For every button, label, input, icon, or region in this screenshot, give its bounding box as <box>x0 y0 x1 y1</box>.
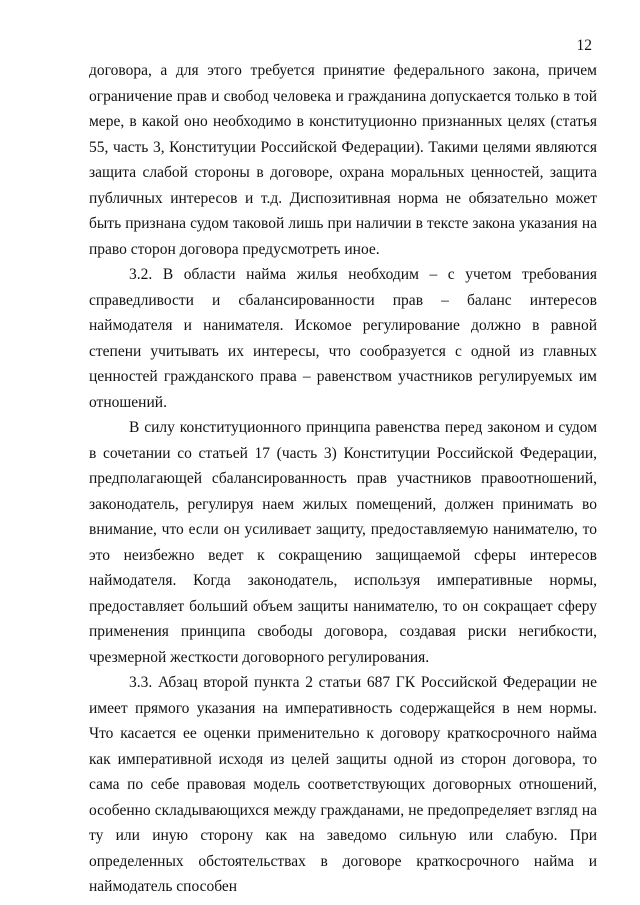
paragraph-2: 3.2. В области найма жилья необходим – с учетом требования справедливости и сбалансированности прав – баланс интересов наймодателя и нанимателя. Искомое регулирование должно в равной степени учитывать их интересы, что сообразуется с одной из главных ценностей гражданского права – равенством участников регулируемых им отношений. <box>89 266 597 411</box>
paragraph-4: 3.3. Абзац второй пункта 2 статьи 687 ГК Российской Федерации не имеет прямого указания на императивность содержащейся в нем нормы. Что касается ее оценки применительно к договору краткосрочного найма как императивной исходя из целей защиты одной из сторон договора, то сама по себе правовая модель соответствующих договорных отношений, особенно складывающихся между гражданами, не предопределяет взгляд на ту или иную сторону как на заведомо сильную или слабую. При определенных обстоятельствах в договоре краткосрочного найма и наймодатель способен <box>89 674 597 895</box>
document-body <box>89 58 597 900</box>
page-number: 12 <box>576 37 592 54</box>
paragraph-1: договора, а для этого требуется принятие федерального закона, причем ограничение прав и свобод человека и гражданина допускается только в той мере, в какой оно необходимо в конституционно признанных целях (статья 55, часть 3, Конституции Российской Федерации). Такими целями являются защита слабой стороны в договоре, охрана моральных ценностей, защита публичных интересов и т.д. Диспозитивная норма не обязательно может быть признана судом таковой лишь при наличии в тексте закона указания на право сторон договора предусмотреть иное. <box>89 62 597 258</box>
paragraph-3: В силу конституционного принципа равенства перед законом и судом в сочетании со статьей 17 (часть 3) Конституции Российской Федерации, предполагающей сбалансированность прав участников правоотношений, законодатель, регулируя наем жилых помещений, должен принимать во внимание, что если он усиливает защиту, предоставляемую нанимателю, то это неизбежно ведет к сокращению защищаемой сферы интересов наймодателя. Когда законодатель, используя императивные нормы, предоставляет больший объем защиты нанимателю, то он сокращает сферу применения принципа свободы договора, создавая риски негибкости, чрезмерной жесткости договорного регулирования. <box>89 419 597 666</box>
